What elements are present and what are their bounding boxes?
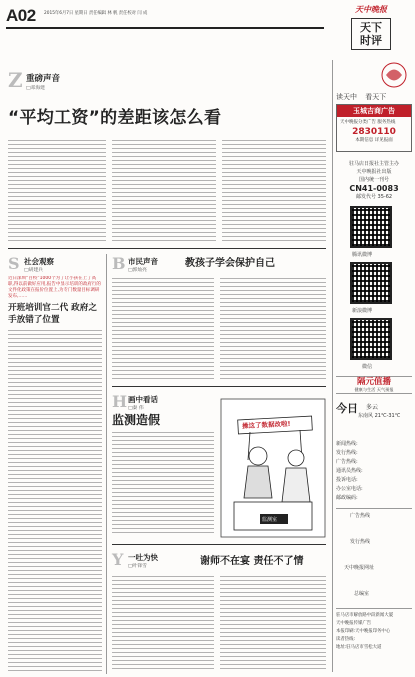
ad-note: 本期信息 详见报面 [355,138,393,143]
qr-label-sina: 新浪微博 [352,308,373,314]
col1-author: □胡建兵 [24,268,43,273]
col3-kicker: 一吐为快 [128,553,158,562]
cartoon-author: □秦 伟 [128,406,144,411]
contact-office: 办公室电话: [336,486,363,492]
sidebar-footer [336,612,412,652]
publisher-cn-number: CN41-0083 [349,184,399,193]
cartoon-headline: 监测造假 [112,413,161,427]
sidebar-tagline [336,92,386,102]
contact-complaint: 投诉电话: [336,477,358,483]
col3-section-letter: Y [112,550,124,569]
lead-author: □邓海建 [26,86,45,91]
brand-block [332,4,410,50]
sidebar-contacts [336,440,412,503]
ad-title: 玉城吉商广告 [337,105,411,117]
cartoon-section-letter: H [112,392,128,411]
publisher-line1: 驻马店日报社主管主办 [348,161,399,167]
brand-category-line1: 天下 [360,21,382,34]
lead-kicker: 重磅声音 [26,74,61,84]
weather-day: 今日 [336,402,358,415]
footer-line-5: 地址:驻马店市雪松大道 [336,645,382,650]
col1-section-letter: S [8,254,20,273]
contact-distribution: 发行热线: [336,450,358,456]
col3-body-b [220,576,326,672]
footer-line-3: 本报印刷:天中晚报印务中心 [336,629,391,634]
brand-category [351,18,391,50]
weather-type: 多云 [366,404,379,411]
col2-author: □郭灿亮 [128,268,147,273]
col2-section-letter: B [112,254,126,273]
cartoon-sign-text: 操这了数据改啦! [241,419,291,431]
cartoon-illustration [220,398,326,538]
qr-label-tencent: 腾讯微博 [352,252,373,258]
contact-postcode: 邮政编码: [336,495,358,501]
tagline-left: 读天中 [336,93,357,101]
emblem-icon [336,60,412,90]
lead-section-letter: Z [8,68,23,92]
col1-headline: 开班培训官二代 政府之手放错了位置 [8,303,97,325]
lead-divider [8,248,326,249]
lead-body-col3 [222,140,326,242]
publisher-postal-code: 邮发代号 35-62 [355,194,393,200]
cartoon-divider [112,544,326,545]
ad-sub: 天中晚报分类广告 服务热线 [340,120,396,125]
cartoon-body [112,432,214,536]
weather-panel [336,400,412,436]
brand-category-line2: 时评 [360,34,382,47]
section-label-website: 天中晚报网址 [344,565,375,571]
contact-correspondent: 通讯员热线: [336,468,363,474]
weather-temp: 东南风 21℃-31℃ [358,413,401,419]
page-number: A02 [6,6,36,25]
section-label-ads: 广告热线 [350,513,371,519]
col2-kicker: 市民声音 [128,257,158,266]
sidebar-divider-2 [336,608,412,609]
lead-headline: “平均工资”的差距该怎么看 [8,108,222,128]
sidebar-divider-1 [336,508,412,509]
weather-sub: 健康与生活 天气预报 [354,387,394,392]
lead-body-col2 [112,140,216,242]
footer-line-4: 读者热线: [336,637,356,642]
col1-intro: 近日深圳“百校”1000个为了让小孩在上了高职,得以前做好应用,报告中显示培训的政府行的文件化政策在报价位置上,为专门数量目标调研发布,…… [8,276,101,299]
footer-line-2: 天中晚报传媒广告 [336,621,372,626]
sidebar-ad-box [336,104,412,152]
column-rule [106,254,107,674]
qr-code-sina[interactable] [350,262,392,304]
ad-phone: 2830110 [352,127,396,137]
publisher-line3: 国内统一刊号 [358,177,389,183]
col2-headline: 教孩子学会保护自己 [185,258,275,269]
publisher-line2: 天中晚报社出版 [356,169,392,175]
footer-line-1: 驻马店市解放路中段新闻大厦 [336,613,394,618]
sidebar-emblem [336,60,412,90]
cartoon-room-label: 监测室 [262,517,278,523]
sidebar-publisher [336,160,412,201]
col3-headline: 谢师不在宴 责任不了情 [200,556,304,567]
lead-body-col1 [8,140,106,242]
cartoon-kicker: 画中看话 [128,395,158,404]
col1-body [8,330,102,672]
col3-body-a [112,576,214,672]
col1-kicker: 社会观察 [24,257,54,266]
col2-body-b [220,278,326,380]
tagline-right: 看天下 [365,93,387,101]
col2-body-a [112,278,214,380]
brand-logo: 天中晚报 [355,5,387,14]
qr-label-wechat: 微信 [362,364,373,370]
weather-banner [336,376,412,394]
weather-logo: 隔元值播 [356,377,391,387]
qr-code-wechat[interactable] [350,318,392,360]
header-rule [6,27,324,29]
page-info: 2015年6月7日 星期日 责任编辑 林 帆 责任校对 闫 成 [44,11,148,16]
sidebar-rule [332,60,333,672]
col2-divider [112,386,326,387]
contact-ads: 广告热线: [336,459,358,465]
section-label-editorial: 总编室 [354,591,370,597]
col3-author: □叶锋雪 [128,564,147,569]
qr-code-tencent[interactable] [350,206,392,248]
contact-news: 新闻热线: [336,441,358,447]
section-label-distribution: 发行热线 [350,539,371,545]
